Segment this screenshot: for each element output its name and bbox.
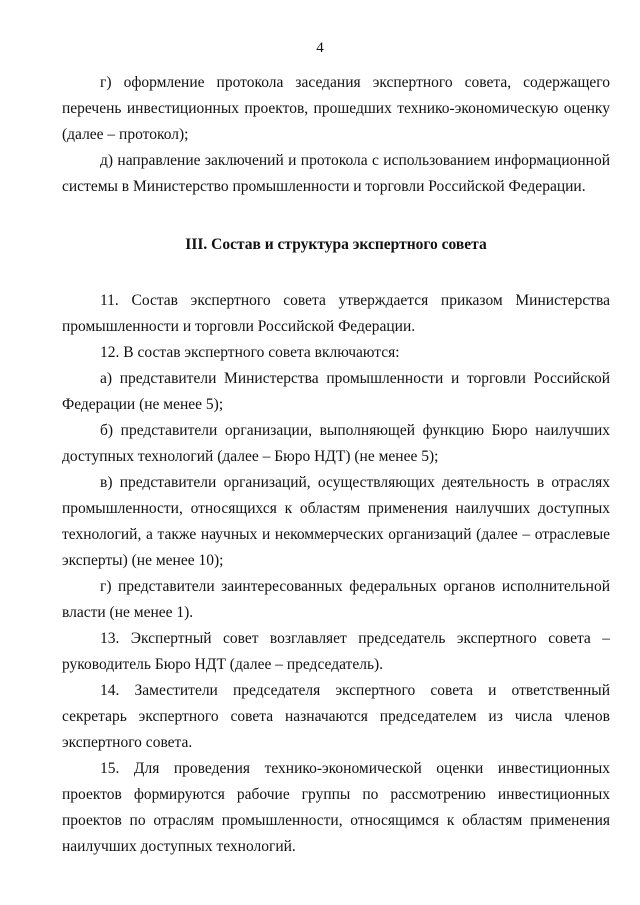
paragraph-14: 14. Заместители председателя экспертного совета и ответственный секретарь экспертного совета назначаются председателем из числа членов экспертного совета. xyxy=(62,682,610,751)
paragraph-12: 12. В состав экспертного совета включаются: xyxy=(100,344,400,361)
section-heading: III. Состав и структура экспертного совета xyxy=(185,236,487,253)
paragraph-15: 15. Для проведения технико-экономической оценки инвестиционных проектов формируются рабочие группы по рассмотрению инвестиционных проектов по отраслям промышленности, относящимся к областям применения наилучших доступных технологий. xyxy=(62,760,610,855)
paragraph-13: 13. Экспертный совет возглавляет председатель экспертного совета – руководитель Бюро НДТ (далее – председатель). xyxy=(62,630,610,673)
paragraph-12-g: г) представители заинтересованных федеральных органов исполнительной власти (не менее 1). xyxy=(62,578,610,621)
paragraph-12-b: б) представители организации, выполняющей функцию Бюро наилучших доступных технологий (далее – Бюро НДТ) (не менее 5); xyxy=(62,422,610,465)
page-number: 4 xyxy=(316,40,324,56)
paragraph-12-v: в) представители организаций, осуществляющих деятельность в отраслях промышленности, относящихся к областям применения наилучших доступных технологий, а также научных и некоммерческих организаций (далее – отраслевые эксперты) (не менее 10); xyxy=(62,474,610,569)
document-body xyxy=(62,70,610,860)
paragraph-12-a: а) представители Министерства промышленности и торговли Российской Федерации (не менее 5); xyxy=(62,370,610,413)
paragraph-g-protocol: г) оформление протокола заседания экспертного совета, содержащего перечень инвестиционных проектов, прошедших технико-экономическую оценку (далее – протокол); xyxy=(62,74,610,143)
paragraph-11: 11. Состав экспертного совета утверждается приказом Министерства промышленности и торговли Российской Федерации. xyxy=(62,292,610,335)
paragraph-d-conclusions: д) направление заключений и протокола с использованием информационной системы в Министерство промышленности и торговли Российской Федерации. xyxy=(62,152,610,195)
